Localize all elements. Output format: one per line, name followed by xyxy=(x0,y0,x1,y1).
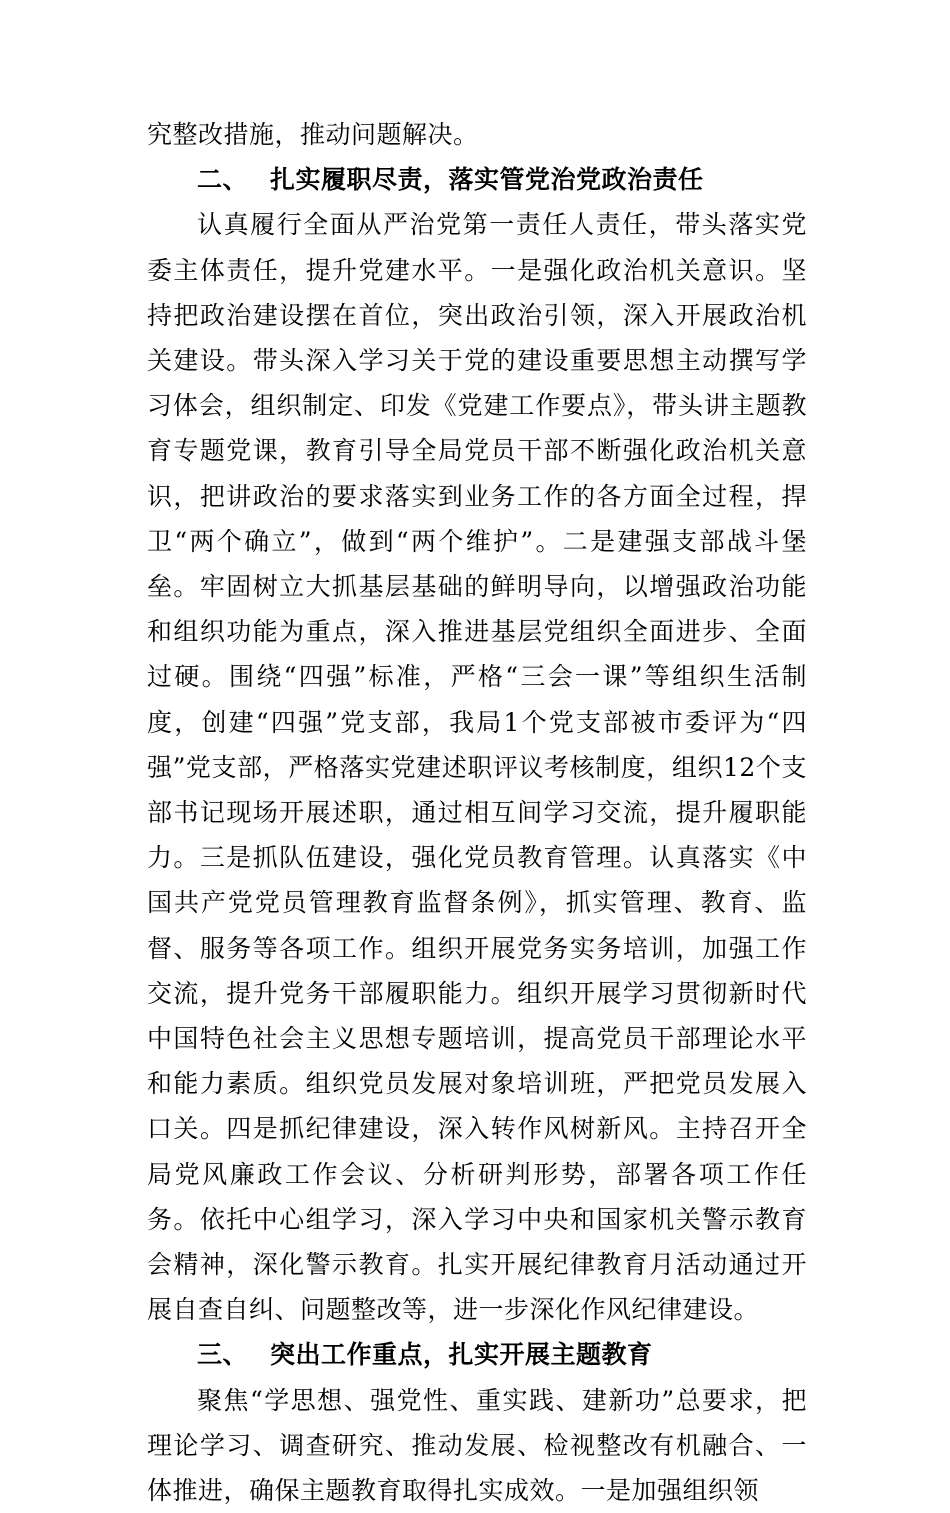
section-2-title: 扎实履职尽责，落实管党治党政治责任 xyxy=(270,165,704,195)
section-2-body: 认真履行全面从严治党第一责任人责任，带头落实党委主体责任，提升党建水平。一是强化政治机关意识。坚持把政治建设摆在首位，突出政治引领，深入开展政治机关建设。带头深入学习关于党的建设重要思想主动撰写学习体会，组织制定、印发《党建工作要点》，带头讲主题教育专题党课，教育引导全局党员干部不断强化政治机关意识，把讲政治的要求落实到业务工作的各方面全过程，捍卫“两个确立”，做到“两个维护”。二是建强支部战斗堡垒。牢固树立大抓基层基础的鲜明导向，以增强政治功能和组织功能为重点，深入推进基层党组织全面进步、全面过硬。围绕“四强”标准，严格“三会一课”等组织生活制度，创建“四强”党支部，我局1个党支部被市委评为“四强”党支部，严格落实党建述职评议考核制度，组织12个支部书记现场开展述职，通过相互间学习交流，提升履职能力。三是抓队伍建设，强化党员教育管理。认真落实《中国共产党党员管理教育监督条例》，抓实管理、教育、监督、服务等各项工作。组织开展党务实务培训，加强工作交流，提升党务干部履职能力。组织开展学习贯彻新时代中国特色社会主义思想专题培训，提高党员干部理论水平和能力素质。组织党员发展对象培训班，严把党员发展入口关。四是抓纪律建设，深入转作风树新风。主持召开全局党风廉政工作会议、分析研判形势，部署各项工作任务。依托中心组学习，深入学习中央和国家机关警示教育会精神，深化警示教育。扎实开展纪律教育月活动通过开展自查自纠、问题整改等，进一步深化作风纪律建设。 xyxy=(147,210,807,1325)
section-3-title: 突出工作重点，扎实开展主题教育 xyxy=(270,1340,653,1370)
document-page xyxy=(147,112,807,1513)
continuation-paragraph: 究整改措施，推动问题解决。 xyxy=(147,120,479,149)
section-2-number: 二、 xyxy=(197,165,249,195)
section-2-heading xyxy=(147,157,807,202)
section-3-number: 三、 xyxy=(197,1340,249,1370)
section-3-body: 聚焦“学思想、强党性、重实践、建新功”总要求，把理论学习、调查研究、推动发展、检视整改有机融合、一体推进，确保主题教育取得扎实成效。一是加强组织领 xyxy=(147,1385,807,1506)
section-3-heading xyxy=(147,1332,807,1377)
